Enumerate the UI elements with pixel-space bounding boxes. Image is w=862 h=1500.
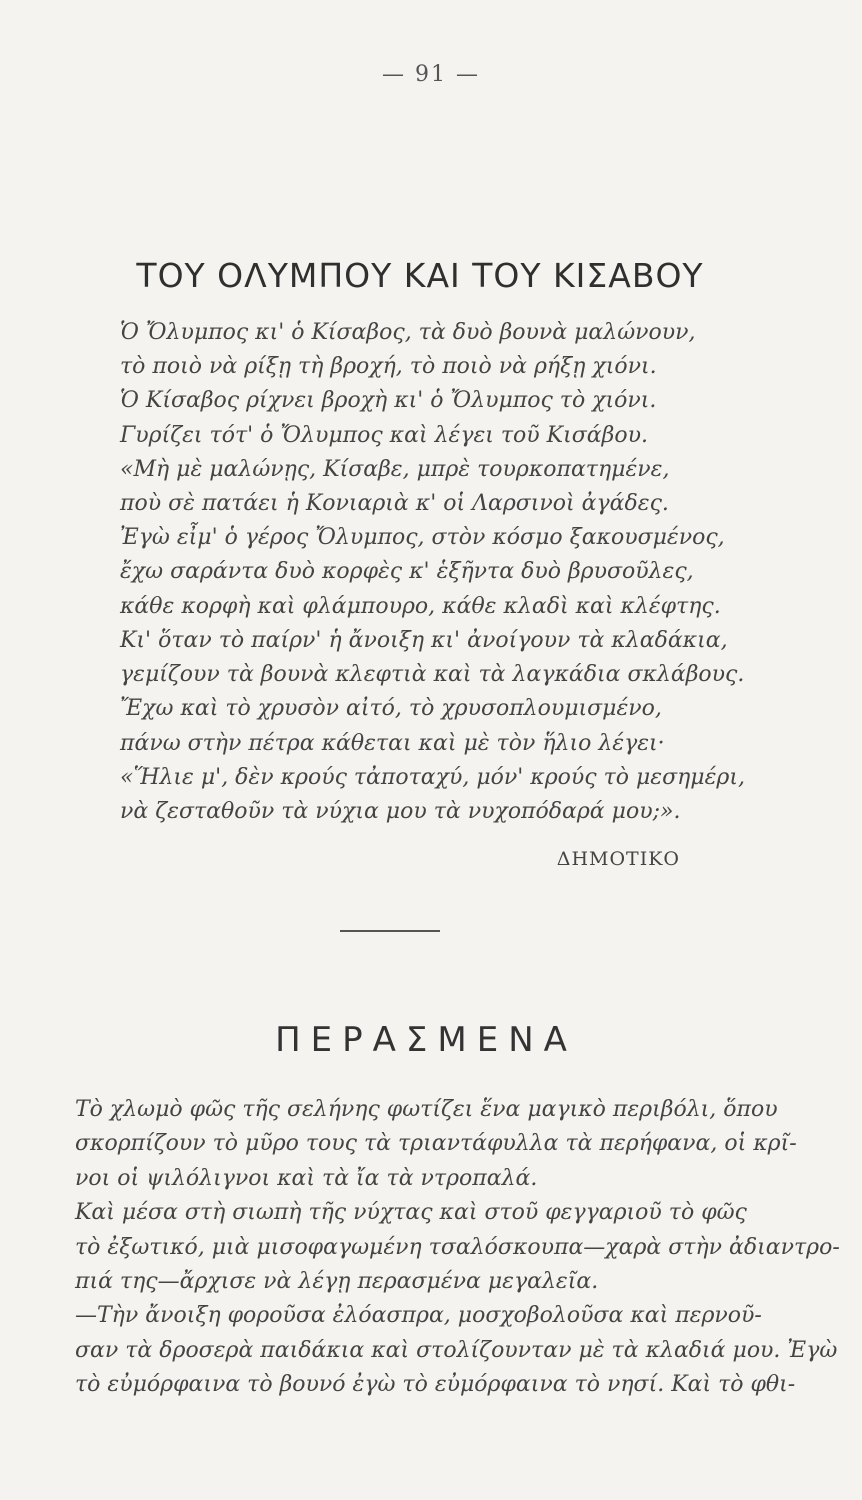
poem-line: Ὁ Ὄλυμπος κι' ὁ Κίσαβος, τὰ δυὸ βουνὰ μαλώνουν, <box>120 320 696 345</box>
prose-line: σαν τὰ δροσερὰ παιδάκια καὶ στολίζουνταν μὲ τὰ κλαδιά μου. Ἐγὼ <box>75 1338 838 1363</box>
poem-line: νὰ ζεσταθοῦν τὰ νύχια μου τὰ νυχοπόδαρά μου;». <box>120 799 681 824</box>
poem-line: τὸ ποιὸ νὰ ρίξῃ τὴ βροχή, τὸ ποιὸ νὰ ρήξῃ χιόνι. <box>120 354 657 379</box>
section-divider <box>340 930 440 932</box>
poem-line: γεμίζουν τὰ βουνὰ κλεφτιὰ καὶ τὰ λαγκάδια σκλάβους. <box>120 662 745 687</box>
poem-signature: ΔΗΜΟΤΙΚΟ <box>556 848 680 870</box>
section-title: ΠΕΡΑΣΜΕΝΑ <box>275 1020 577 1060</box>
poem-line: πάνω στὴν πέτρα κάθεται καὶ μὲ τὸν ἥλιο λέγει· <box>120 731 665 756</box>
page-number: — 91 — <box>382 62 480 87</box>
prose-line: Τὸ χλωμὸ φῶς τῆς σελήνης φωτίζει ἕνα μαγικὸ περιβόλι, ὅπου <box>75 1097 778 1122</box>
poem-line: κάθε κορφὴ καὶ φλάμπουρο, κάθε κλαδὶ καὶ κλέφτης. <box>120 594 721 619</box>
poem-line: ἔχω σαράντα δυὸ κορφὲς κ' ἑξῆντα δυὸ βρυσοῦλες, <box>120 559 694 584</box>
poem-line: Ὁ Κίσαβος ρίχνει βροχὴ κι' ὁ Ὄλυμπος τὸ χιόνι. <box>120 388 657 413</box>
poem-line: «Μὴ μὲ μαλώνῃς, Κίσαβε, μπρὲ τουρκοπατημένε, <box>120 457 670 482</box>
poem-line: «Ἥλιε μ', δὲν κρούς τἀποταχύ, μόν' κρούς τὸ μεσημέρι, <box>120 765 745 790</box>
poem-line: ποὺ σὲ πατάει ἡ Κονιαριὰ κ' οἱ Λαρσινοὶ ἀγάδες. <box>120 491 669 516</box>
prose-line: νοι οἱ ψιλόλιγνοι καὶ τὰ ἴα τὰ ντροπαλά. <box>75 1166 538 1191</box>
prose-line: Καὶ μέσα στὴ σιωπὴ τῆς νύχτας καὶ στοῦ φεγγαριοῦ τὸ φῶς <box>75 1200 747 1225</box>
prose-line: σκορπίζουν τὸ μῦρο τους τὰ τριαντάφυλλα τὰ περήφανα, οἱ κρῖ- <box>75 1131 797 1156</box>
poem-line: Ἐγὼ εἶμ' ὁ γέρος Ὄλυμπος, στὸν κόσμο ξακουσμένος, <box>120 525 725 550</box>
prose-line: τὸ εὐμόρφαινα τὸ βουνό ἐγὼ τὸ εὐμόρφαινα τὸ νησί. Καὶ τὸ φθι- <box>75 1372 796 1397</box>
poem-title: ΤΟΥ ΟΛΥΜΠΟΥ ΚΑΙ ΤΟΥ ΚΙΣΑΒΟΥ <box>136 256 704 295</box>
poem-line: Γυρίζει τότ' ὁ Ὄλυμπος καὶ λέγει τοῦ Κισάβου. <box>120 423 648 448</box>
prose-line: —Τὴν ἄνοιξη φοροῦσα ἐλόασπρα, μοσχοβολοῦσα καὶ περνοῦ- <box>75 1303 762 1328</box>
prose-line: πιά της—ἄρχισε νὰ λέγῃ περασμένα μεγαλεῖα. <box>75 1269 599 1294</box>
prose-line: τὸ ἐξωτικό, μιὰ μισοφαγωμένη τσαλόσκουπα—χαρὰ στὴν ἀδιαντρο- <box>75 1235 840 1260</box>
poem-line: Κι' ὅταν τὸ παίρν' ἡ ἄνοιξη κι' ἀνοίγουν τὰ κλαδάκια, <box>120 628 728 653</box>
poem-line: Ἔχω καὶ τὸ χρυσὸν αἰτό, τὸ χρυσοπλουμισμένο, <box>120 696 662 721</box>
